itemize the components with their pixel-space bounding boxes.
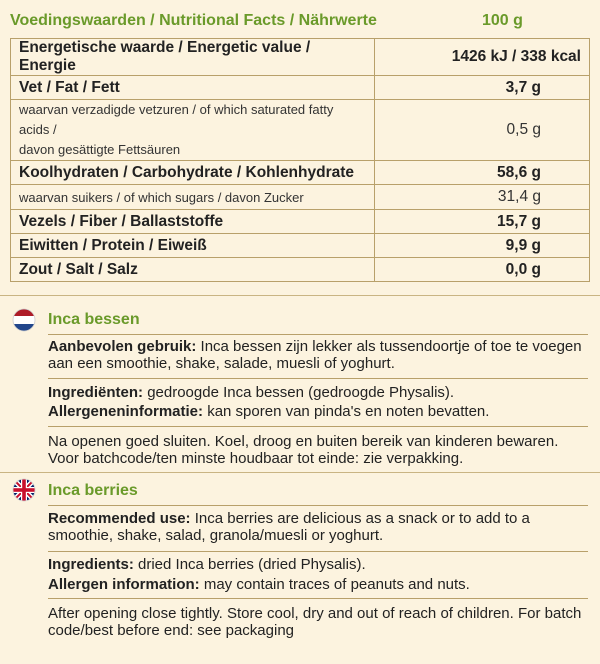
- row-label: Zout / Salt / Salz: [11, 258, 375, 282]
- storage-nl: Na openen goed sluiten. Koel, droog en buiten bereik van kinderen bewaren. Voor batchcode/ten minste houdbaar tot einde: zie verpakking.: [48, 433, 559, 467]
- row-label: Vezels / Fiber / Ballaststoffe: [11, 210, 375, 234]
- nutrition-title: Voedingswaarden / Nutritional Facts / Nährwerte: [10, 12, 377, 29]
- table-row: [11, 39, 590, 76]
- storage-en: After opening close tightly. Store cool, dry and out of reach of children. For batch code/best before end: see packaging: [48, 605, 582, 639]
- row-label: [11, 100, 375, 161]
- row-label: Energetische waarde / Energetic value / Energie: [11, 39, 375, 76]
- row-label: Vet / Fat / Fett: [11, 76, 375, 100]
- table-row: [11, 76, 590, 100]
- uk-flag-icon: [12, 478, 36, 502]
- per-100g-label: 100 g: [482, 12, 523, 29]
- rule: [48, 334, 588, 335]
- table-row: [11, 185, 590, 210]
- row-value: 31,4 g: [375, 185, 590, 210]
- section-title-nl: Inca bessen: [48, 311, 140, 328]
- ingredients-label: Ingrediënten:: [48, 384, 144, 401]
- use-label: Aanbevolen gebruik:: [48, 338, 197, 355]
- row-value: 0,5 g: [375, 100, 590, 161]
- ingredients-text: dried Inca berries (dried Physalis).: [138, 556, 366, 573]
- rule: [48, 378, 588, 379]
- recommended-use-en: [48, 510, 588, 544]
- ingredients-text: gedroogde Inca bessen (gedroogde Physalis).: [147, 384, 455, 401]
- allergen-label: Allergeneninformatie:: [48, 403, 204, 420]
- row-label-line: waarvan verzadigde vetzuren / of which saturated fatty acids /: [19, 102, 334, 137]
- ingredients-nl: [48, 384, 588, 401]
- table-row: [11, 161, 590, 185]
- row-label-line: davon gesättigte Fettsäuren: [19, 142, 181, 157]
- table-row: [11, 258, 590, 282]
- section-divider: [0, 295, 600, 296]
- allergen-text: kan sporen van pinda's en noten bevatten.: [207, 403, 490, 420]
- table-row: [11, 210, 590, 234]
- row-value: 0,0 g: [375, 258, 590, 282]
- table-row: [11, 100, 590, 161]
- allergen-text: may contain traces of peanuts and nuts.: [203, 576, 470, 593]
- row-label: Eiwitten / Protein / Eiweiß: [11, 234, 375, 258]
- recommended-use-nl: [48, 338, 588, 372]
- allergen-nl: [48, 403, 588, 420]
- nutrition-table: [10, 38, 590, 282]
- netherlands-flag-icon: [12, 308, 36, 332]
- use-text: Inca berries are delicious as a snack or to add to a smoothie, shake, salad, granola/muesli or yoghurt.: [48, 510, 530, 544]
- use-label: Recommended use:: [48, 510, 191, 527]
- ingredients-label: Ingredients:: [48, 556, 134, 573]
- rule: [48, 551, 588, 552]
- row-value: 3,7 g: [375, 76, 590, 100]
- nutrition-header: [10, 10, 590, 36]
- use-text: Inca bessen zijn lekker als tussendoortje of toe te voegen aan een smoothie, shake, salade, muesli of yoghurt.: [48, 338, 582, 372]
- section-divider: [0, 472, 600, 473]
- rule: [48, 426, 588, 427]
- row-label: Koolhydraten / Carbohydrate / Kohlenhydrate: [11, 161, 375, 185]
- row-label: waarvan suikers / of which sugars / davon Zucker: [11, 185, 375, 210]
- allergen-label: Allergen information:: [48, 576, 200, 593]
- table-row: [11, 234, 590, 258]
- row-value: 15,7 g: [375, 210, 590, 234]
- row-value: 1426 kJ / 338 kcal: [375, 39, 590, 76]
- allergen-en: [48, 576, 588, 593]
- row-value: 58,6 g: [375, 161, 590, 185]
- rule: [48, 505, 588, 506]
- ingredients-en: [48, 556, 588, 573]
- row-value: 9,9 g: [375, 234, 590, 258]
- rule: [48, 598, 588, 599]
- section-title-en: Inca berries: [48, 482, 138, 499]
